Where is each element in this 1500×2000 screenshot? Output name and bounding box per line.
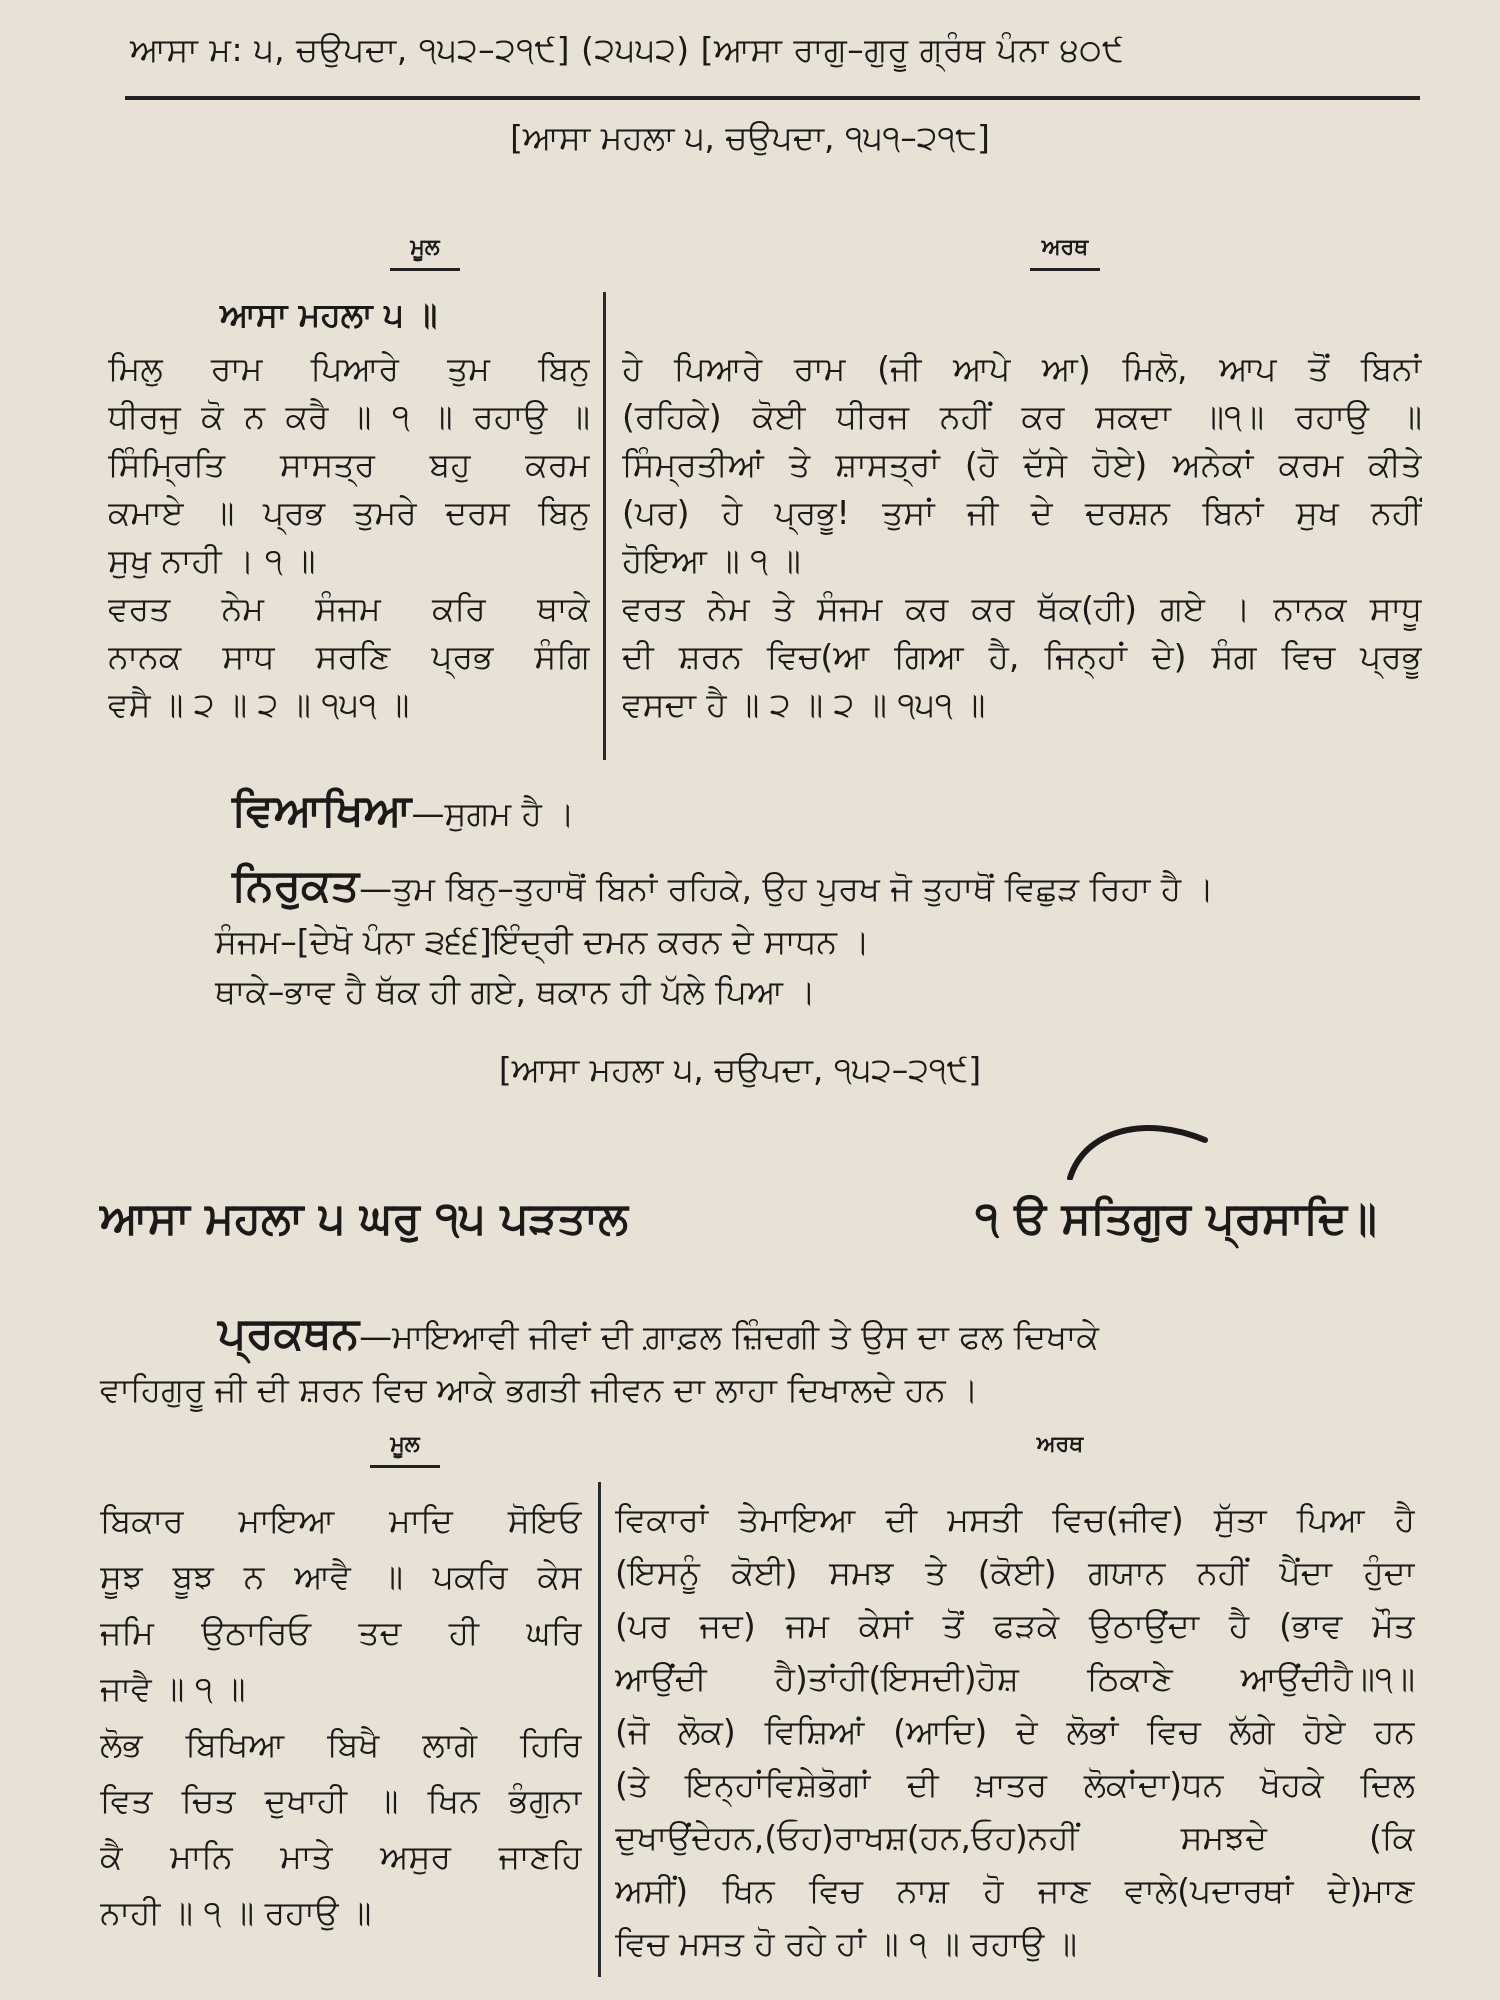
- nirukt-label: ਨਿਰੁਕਤ: [232, 860, 360, 911]
- label-underline: [390, 268, 460, 271]
- section1-mool: [108, 345, 590, 729]
- mool-line: ਵਿਤ ਚਿਤ ਦੁਖਾਹੀ ॥ ਖਿਨ ਭੰਗੁਨਾ: [100, 1781, 582, 1820]
- arth-line: ਹੋਇਆ ॥ ੧ ॥: [622, 541, 801, 580]
- section2-title: ਆਸਾ ਮਹਲਾ ੫ ਘਰੁ ੧੫ ਪੜਤਾਲ: [100, 1193, 628, 1244]
- mool-line: ਵਸੈ ॥ ੨ ॥ ੨ ॥ ੧੫੧ ॥: [108, 685, 410, 724]
- arth-line: (ਰਹਿਕੇ) ਕੋਈ ਧੀਰਜ ਨਹੀਂ ਕਰ ਸਕਦਾ ॥੧॥ ਰਹਾਉ ॥: [622, 397, 1422, 436]
- mool-line: ਨਾਹੀ ॥ ੧ ॥ ਰਹਾਉ ॥: [100, 1893, 372, 1932]
- arth-line: ਵਰਤ ਨੇਮ ਤੇ ਸੰਜਮ ਕਰ ਕਰ ਥੱਕ(ਹੀ) ਗਏ । ਨਾਨਕ ਸਾਧੂ: [622, 589, 1422, 628]
- mool-line: ਬਿਕਾਰ ਮਾਇਆ ਮਾਦਿ ਸੋਇਓ: [100, 1501, 582, 1540]
- mool-line: ਲੋਭ ਬਿਖਿਆ ਬਿਖੈ ਲਾਗੇ ਹਿਰਿ: [100, 1725, 582, 1764]
- section2-heading: [ਆਸਾ ਮਹਲਾ ੫, ਚਉਪਦਾ, ੧੫੨–੨੧੯]: [498, 1050, 982, 1089]
- prakathan-text: —ਮਾਇਆਵੀ ਜੀਵਾਂ ਦੀ ਗ਼ਾਫ਼ਲ ਜ਼ਿੰਦਗੀ ਤੇ ਉਸ ਦਾ ਫਲ ਦਿਖਾਕੇ: [359, 1317, 1099, 1356]
- mool-mantar-heading: ੧ ੳ ਸਤਿਗੁਰ ਪ੍ਰਸਾਦਿ॥: [975, 1193, 1377, 1244]
- section2-label-mool-text: ਮੂਲ: [390, 1432, 420, 1457]
- mool-line: ਮਿਲੁ ਰਾਮ ਪਿਆਰੇ ਤੁਮ ਬਿਨੁ: [108, 349, 590, 388]
- prakathan: [218, 1308, 1099, 1359]
- mool-line: ਕੈ ਮਾਨਿ ਮਾਤੇ ਅਸੁਰ ਜਾਣਹਿ: [100, 1837, 582, 1876]
- section2-column-divider: [598, 1482, 601, 1977]
- nirukt: [232, 860, 1214, 911]
- arth-line: ਸਿੰਮ੍ਰਤੀਆਂ ਤੇ ਸ਼ਾਸਤ੍ਰਾਂ (ਹੋ ਦੱਸੇ ਹੋਏ) ਅਨੇਕਾਂ ਕਰਮ ਕੀਤੇ: [622, 445, 1422, 484]
- ik-onkar-arc-icon: [1055, 1120, 1215, 1180]
- section1-label-arth: [1005, 235, 1125, 271]
- nirukt-line-3: ਥਾਕੇ–ਭਾਵ ਹੈ ਥੱਕ ਹੀ ਗਏ, ਥਕਾਨ ਹੀ ਪੱਲੇ ਪਿਆ ।: [215, 972, 816, 1011]
- vyakhya-label: ਵਿਆਖਿਆ: [232, 785, 412, 836]
- mool-line: ਧੀਰਜੁ ਕੋ ਨ ਕਰੈ ॥ ੧ ॥ ਰਹਾਉ ॥: [108, 397, 590, 436]
- section1-label-mool-text: ਮੂਲ: [410, 235, 440, 260]
- section2-label-mool: [345, 1432, 465, 1468]
- section1-label-mool: [365, 235, 485, 271]
- arth-line: ਦੁਖਾਉਂਦੇਹਨ,(ਓਹ)ਰਾਖਸ਼(ਹਨ,ਓਹ)ਨਹੀਂ ਸਮਝਦੇ (ਕਿ: [615, 1818, 1415, 1857]
- mool-line: ਸੂਝ ਬੂਝ ਨ ਆਵੈ ॥ ਪਕਰਿ ਕੇਸ: [100, 1557, 582, 1596]
- header-rule: [125, 96, 1420, 100]
- mool-line: ਜਾਵੈ ॥ ੧ ॥: [100, 1669, 246, 1708]
- arth-line: (ਪਰ ਜਦ) ਜਮ ਕੇਸਾਂ ਤੋਂ ਫੜਕੇ ਉਠਾਉਂਦਾ ਹੈ (ਭਾਵ ਮੌਤ: [615, 1606, 1415, 1645]
- arth-line: ਵਿਚ ਮਸਤ ਹੋ ਰਹੇ ਹਾਂ ॥ ੧ ॥ ਰਹਾਉ ॥: [615, 1924, 1077, 1963]
- arth-line: ਅਸੀਂ) ਖਿਨ ਵਿਚ ਨਾਸ਼ ਹੋ ਜਾਣ ਵਾਲੇ(ਪਦਾਰਥਾਂ ਦੇ)ਮਾਣ: [615, 1871, 1415, 1910]
- arth-line: ਵਸਦਾ ਹੈ ॥ ੨ ॥ ੨ ॥ ੧੫੧ ॥: [622, 685, 986, 724]
- section1-heading: [ਆਸਾ ਮਹਲਾ ੫, ਚਉਪਦਾ, ੧੫੧–੨੧੮]: [510, 118, 990, 157]
- mool-line: ਨਾਨਕ ਸਾਧ ਸਰਣਿ ਪ੍ਰਭ ਸੰਗਿ: [108, 637, 590, 676]
- prakathan-label: ਪ੍ਰਕਥਨ: [218, 1308, 360, 1359]
- arth-line: (ਤੇ ਇਨ੍ਹਾਂਵਿਸ਼ੇਭੋਗਾਂ ਦੀ ਖ਼ਾਤਰ ਲੋਕਾਂਦਾ)ਧਨ ਖੋਹਕੇ ਦਿਲ: [615, 1765, 1415, 1804]
- section2-label-arth-text: ਅਰਥ: [1036, 1432, 1084, 1457]
- arth-line: ਦੀ ਸ਼ਰਨ ਵਿਚ(ਆ ਗਿਆ ਹੈ, ਜਿਨ੍ਹਾਂ ਦੇ) ਸੰਗ ਵਿਚ ਪ੍ਰਭੂ: [622, 637, 1422, 676]
- section1-label-arth-text: ਅਰਥ: [1041, 235, 1089, 260]
- nirukt-text: —ਤੁਮ ਬਿਨੁ–ਤੁਹਾਥੋਂ ਬਿਨਾਂ ਰਹਿਕੇ, ਉਹ ਪੁਰਖ ਜੋ ਤੁਹਾਥੋਂ ਵਿਛੁੜ ਰਿਹਾ ਹੈ ।: [359, 869, 1214, 908]
- running-head: ਆਸਾ ਮ: ੫, ਚਉਪਦਾ, ੧੫੨–੨੧੯] (੨੫੫੨) [ਆਸਾ ਰਾਗੁ–ਗੁਰੂ ਗ੍ਰੰਥ ਪੰਨਾ ੪੦੯: [130, 30, 1125, 69]
- arth-line: (ਪਰ) ਹੇ ਪ੍ਰਭੂ! ਤੁਸਾਂ ਜੀ ਦੇ ਦਰਸ਼ਨ ਬਿਨਾਂ ਸੁਖ ਨਹੀਂ: [622, 493, 1422, 532]
- vyakhya-text: —ਸੁਗਮ ਹੈ ।: [411, 794, 575, 833]
- arth-line: ਹੇ ਪਿਆਰੇ ਰਾਮ (ਜੀ ਆਪੇ ਆ) ਮਿਲੋ, ਆਪ ਤੋਂ ਬਿਨਾਂ: [622, 349, 1422, 388]
- section2-arth: [615, 1493, 1415, 1970]
- mool-line: ਜਮਿ ਉਠਾਰਿਓ ਤਦ ਹੀ ਘਰਿ: [100, 1613, 582, 1652]
- prakathan-line-2: ਵਾਹਿਗੁਰੂ ਜੀ ਦੀ ਸ਼ਰਨ ਵਿਚ ਆਕੇ ਭਗਤੀ ਜੀਵਨ ਦਾ ਲਾਹਾ ਦਿਖਾਲਦੇ ਹਨ ।: [100, 1370, 979, 1409]
- section2-mool: [100, 1493, 582, 1941]
- section1-arth: [622, 345, 1422, 729]
- arth-line: (ਇਸਨੂੰ ਕੋਈ) ਸਮਝ ਤੇ (ਕੋਈ) ਗਯਾਨ ਨਹੀਂ ਪੈਂਦਾ ਹੁੰਦਾ: [615, 1553, 1415, 1592]
- mool-line: ਵਰਤ ਨੇਮ ਸੰਜਮ ਕਰਿ ਥਾਕੇ: [108, 589, 590, 628]
- section1-column-divider: [603, 292, 606, 760]
- arth-line: (ਜੋ ਲੋਕ) ਵਿਸ਼ਿਆਂ (ਆਦਿ) ਦੇ ਲੋਭਾਂ ਵਿਚ ਲੱਗੇ ਹੋਏ ਹਨ: [615, 1712, 1415, 1751]
- label-underline: [370, 1465, 440, 1468]
- label-underline: [1030, 268, 1100, 271]
- vyakhya: [232, 785, 575, 836]
- mool-line: ਸੁਖੁ ਨਾਹੀ । ੧ ॥: [108, 541, 316, 580]
- mool-line: ਸਿੰਮ੍ਰਿਤਿ ਸਾਸਤ੍ਰ ਬਹੁ ਕਰਮ: [108, 445, 590, 484]
- mool-line: ਕਮਾਏ ॥ ਪ੍ਰਭ ਤੁਮਰੇ ਦਰਸ ਬਿਨੁ: [108, 493, 590, 532]
- nirukt-line-2: ਸੰਜਮ–[ਦੇਖੋ ਪੰਨਾ ੩੬੬]ਇੰਦ੍ਰੀ ਦਮਨ ਕਰਨ ਦੇ ਸਾਧਨ ।: [215, 922, 870, 961]
- arth-line: ਵਿਕਾਰਾਂ ਤੇਮਾਇਆ ਦੀ ਮਸਤੀ ਵਿਚ(ਜੀਵ) ਸੁੱਤਾ ਪਿਆ ਹੈ: [615, 1500, 1415, 1539]
- arth-line: ਆਉਂਦੀ ਹੈ)ਤਾਂਹੀ(ਇਸਦੀ)ਹੋਸ਼ ਠਿਕਾਣੇ ਆਉਂਦੀਹੈ॥੧॥: [615, 1659, 1415, 1698]
- section1-verse-title: ਆਸਾ ਮਹਲਾ ੫ ॥: [220, 295, 438, 334]
- section2-label-arth: [1000, 1432, 1120, 1457]
